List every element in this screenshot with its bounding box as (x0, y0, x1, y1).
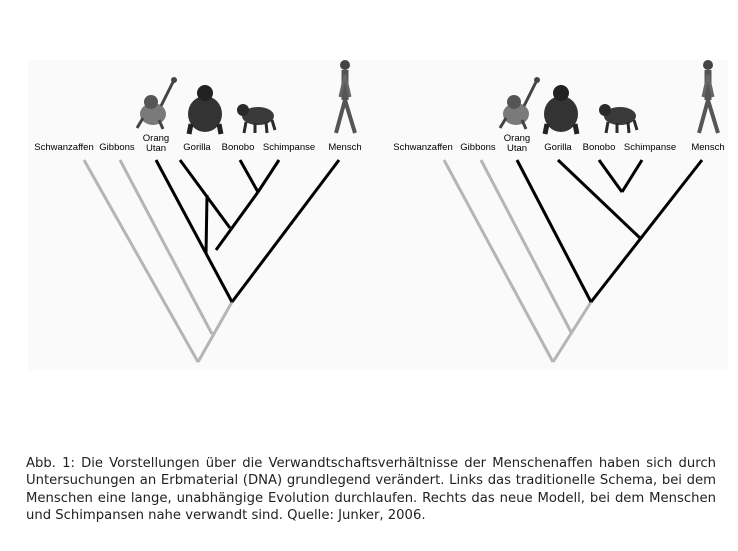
label-schwanzaffen: Schwanzaffen (393, 142, 453, 153)
label-bonobo: Bonobo (582, 142, 616, 153)
label-orang: Orang (142, 133, 170, 144)
label-bonobo: Bonobo (221, 142, 255, 153)
label-mensch: Mensch (691, 142, 725, 153)
label-mensch: Mensch (328, 142, 362, 153)
label-schimpanse: Schimpanse (262, 142, 316, 153)
label-schimpanse: Schimpanse (623, 142, 677, 153)
label-gibbons: Gibbons (460, 142, 496, 153)
label-gorilla: Gorilla (544, 142, 572, 153)
label-schwanzaffen: Schwanzaffen (34, 142, 94, 153)
label-orang: Orang (503, 133, 531, 144)
label-utan: Utan (145, 143, 167, 154)
figure-caption: Abb. 1: Die Vorstellungen über die Verwandtschaftsverhältnisse der Menschenaffen haben sich durch Untersuchungen an Erbmaterial (DNA) grundlegend verändert. Links das traditionelle Schema, bei dem Menschen eine lange, unabhängige Evolution durchlaufen. Rechts das neue Modell, bei dem Menschen und Schimpansen nahe verwandt sind. Quelle: Junker, 2006. (26, 456, 716, 523)
label-utan: Utan (506, 143, 528, 154)
figure-background (28, 60, 728, 370)
label-gorilla: Gorilla (183, 142, 211, 153)
label-gibbons: Gibbons (99, 142, 135, 153)
